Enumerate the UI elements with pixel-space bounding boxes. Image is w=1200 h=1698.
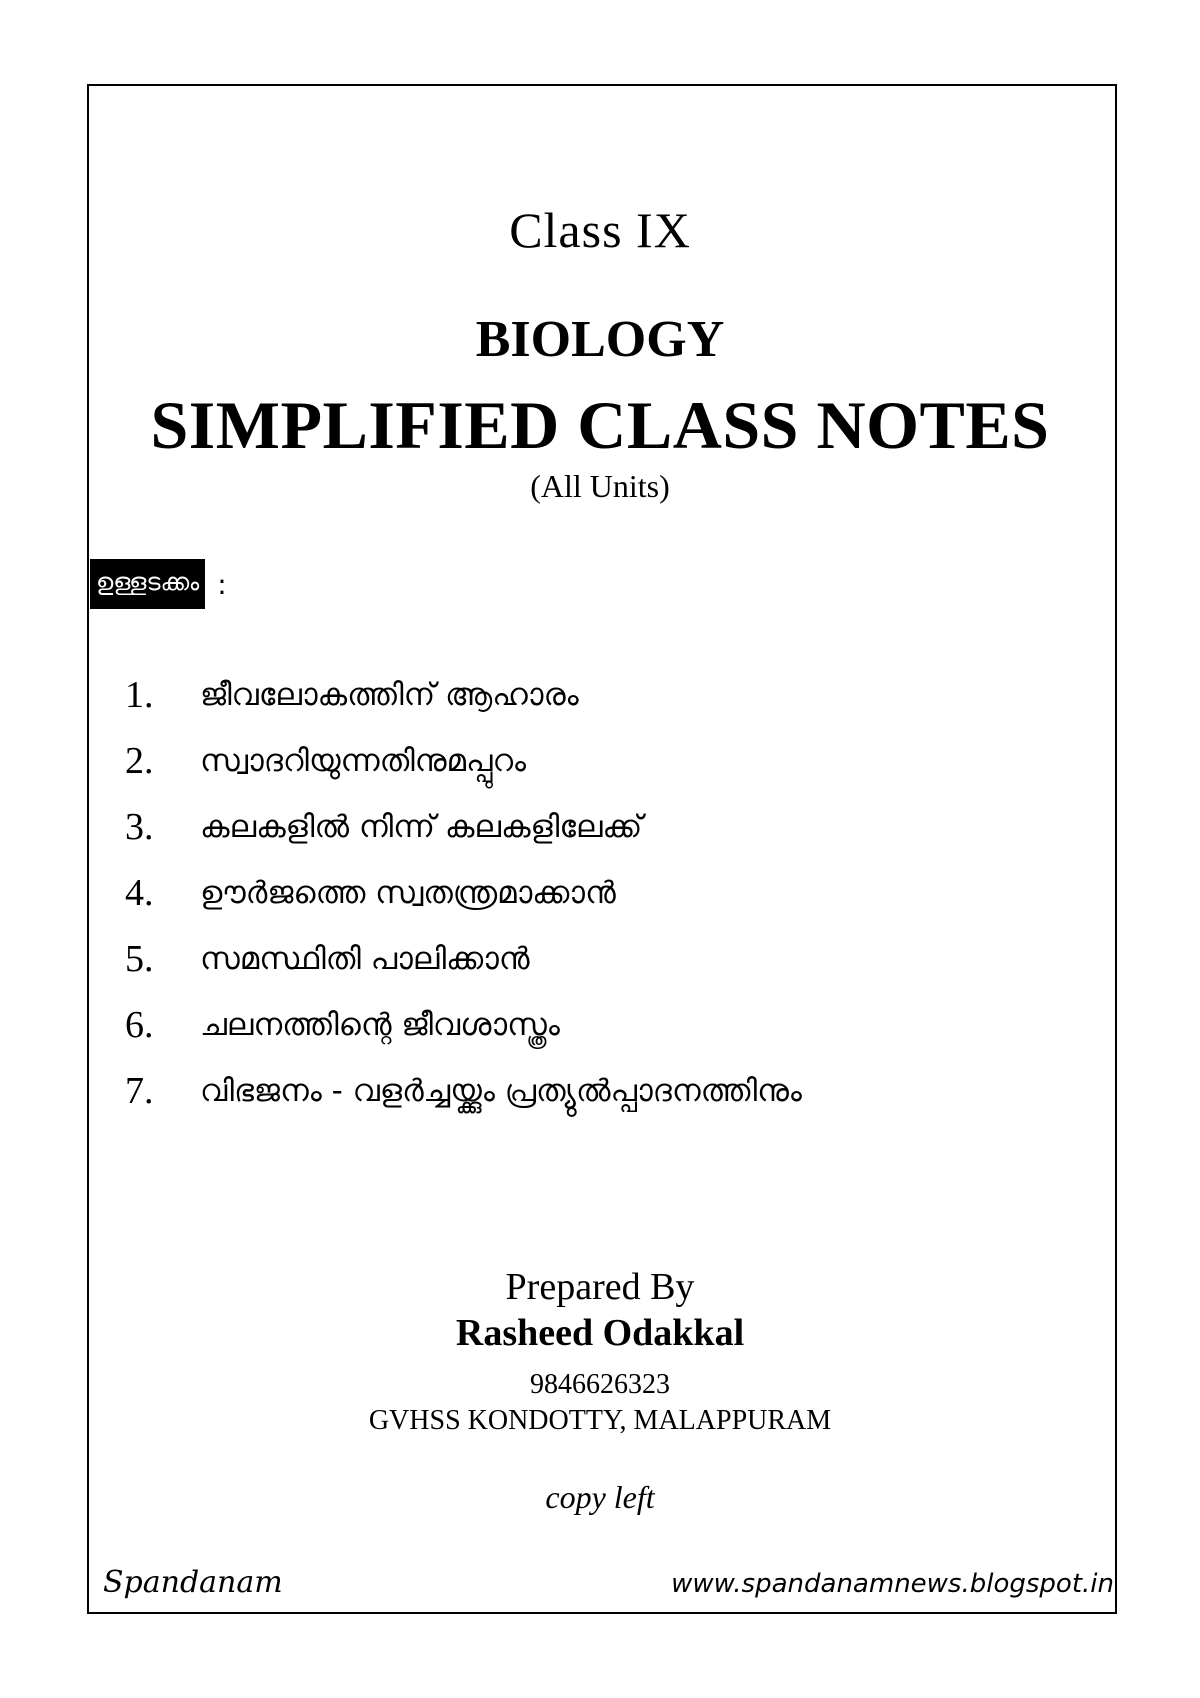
toc-item [125,1058,802,1124]
contents-heading [90,557,227,611]
copy-note: copy left [545,1479,655,1515]
toc-item [125,794,802,860]
toc-item-number: 6. [125,1004,154,1046]
toc-item [125,662,802,728]
toc-item [125,926,802,992]
toc-item-number: 2. [125,740,154,782]
toc-item-title: ജീവലോകത്തിന് ആഹാരം [200,676,579,713]
toc-item [125,728,802,794]
toc-item-number: 1. [125,674,154,716]
author-school: GVHSS KONDOTTY, MALAPPURAM [368,1405,832,1436]
toc-item [125,992,802,1058]
page-title: SIMPLIFIED CLASS NOTES [150,387,1050,463]
toc-item [125,860,802,926]
footer-url: www.spandanamnews.blogspot.in [671,1569,1114,1599]
prepared-by-label: Prepared By [505,1266,695,1308]
toc-item-number: 5. [125,938,154,980]
toc-item-title: സ്വാദറിയുന്നതിനുമപ്പുറം [200,742,527,779]
toc-item-number: 7. [125,1070,154,1112]
contents-label: ഉള്ളടക്കം [90,559,205,609]
toc-item-title: കലകളിൽ നിന്ന് കലകളിലേക്ക് [200,808,643,845]
contents-colon: : [217,567,227,601]
toc-item-number: 3. [125,806,154,848]
class-label: Class IX [509,202,691,258]
toc-item-title: വിഭജനം - വളർച്ചയ്ക്കും പ്രത്യുൽപ്പാദനത്തിനും [200,1072,802,1109]
subject-title: BIOLOGY [475,311,725,368]
toc-item-number: 4. [125,872,154,914]
footer-brand: Spandanam [103,1565,283,1600]
scope-note: (All Units) [530,468,670,504]
author-phone: 9846626323 [530,1369,670,1400]
toc-item-title: ചലനത്തിന്റെ ജീവശാസ്ത്രം [200,1006,560,1043]
toc-item-title: സമസ്ഥിതി പാലിക്കാൻ [200,940,530,977]
author-name: Rasheed Odakkal [455,1312,745,1354]
table-of-contents [125,662,802,1124]
toc-item-title: ഊർജത്തെ സ്വതന്ത്രമാക്കാൻ [200,874,616,911]
